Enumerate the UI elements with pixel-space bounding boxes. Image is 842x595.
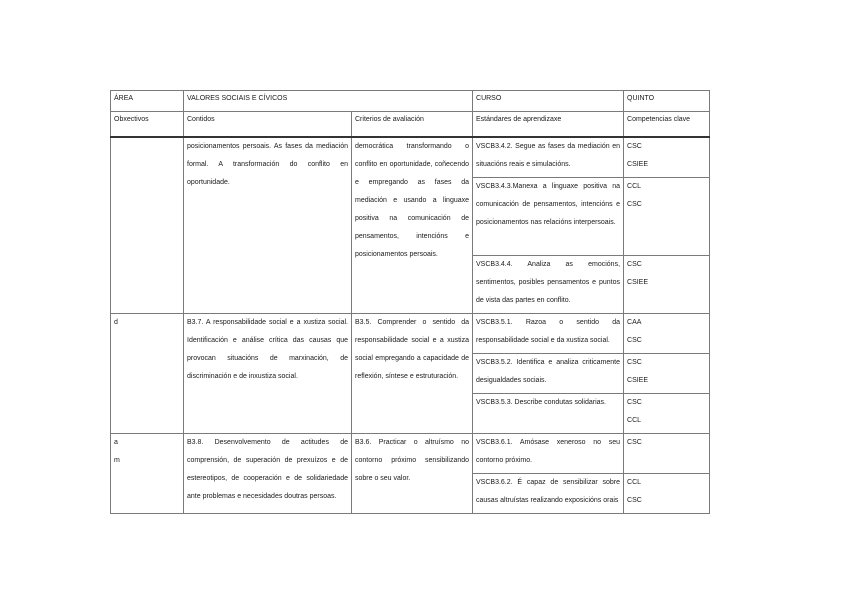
curso-label: CURSO — [473, 91, 624, 112]
curriculum-table — [110, 90, 710, 514]
criteria-cell: B3.5. Comprender o sentido da responsabilidade social e a xustiza social empregando a capacidade de reflexión, síntese e estruturación. — [352, 313, 473, 433]
competence-cell — [624, 177, 710, 255]
competence-code: CCL — [627, 478, 642, 486]
table-row — [111, 433, 710, 473]
table-row — [111, 313, 710, 353]
competence-code: CSC — [627, 143, 642, 150]
table-row — [111, 137, 710, 177]
objective-cell — [111, 433, 184, 513]
competence-cell — [624, 255, 710, 313]
col-contents: Contidos — [184, 112, 352, 138]
competence-code: CSC — [627, 200, 642, 208]
competence-code: CSIEE — [627, 278, 649, 286]
competence-cell — [624, 137, 710, 177]
objective-code: m — [114, 456, 120, 464]
competence-code: CSIEE — [627, 161, 649, 168]
competence-code: CSC — [627, 496, 642, 504]
standard-cell: VSCB3.4.3.Manexa a linguaxe positiva na comunicación de pensamentos, intencións e posicionamentos nas relacións interpersoais. — [473, 177, 624, 255]
standard-cell: VSCB3.4.2. Segue as fases da mediación en situacións reais e simulacións. — [473, 137, 624, 177]
col-criteria: Criterios de avaliación — [352, 112, 473, 138]
objective-code: a — [114, 438, 118, 446]
competence-code: CCL — [627, 416, 642, 424]
header-row — [111, 91, 710, 112]
competence-cell — [624, 393, 710, 433]
standard-cell: VSCB3.6.1. Amósase xeneroso no seu contorno próximo. — [473, 433, 624, 473]
area-value: VALORES SOCIAIS E CÍVICOS — [184, 91, 473, 112]
standard-cell: VSCB3.5.3. Describe condutas solidarias. — [473, 393, 624, 433]
competence-code: CSC — [627, 358, 642, 366]
standard-cell: VSCB3.5.1. Razoa o sentido da responsabilidade social e da xustiza social. — [473, 313, 624, 353]
criteria-cell: democrática transformando o conflito en oportunidade, coñecendo e empregando as fases da mediación e usando a linguaxe positiva na comunicación de pensamentos, intencións e posicionamentos persoais. — [352, 137, 473, 313]
competence-code: CSC — [627, 398, 642, 406]
curso-value: QUINTO — [624, 91, 710, 112]
standard-cell: VSCB3.6.2. É capaz de sensibilizar sobre causas altruístas realizando exposicións orais — [473, 473, 624, 513]
area-label: ÁREA — [111, 91, 184, 112]
competence-code: CSC — [627, 260, 642, 268]
competence-code: CSC — [627, 438, 642, 446]
col-standards: Estándares de aprendizaxe — [473, 112, 624, 138]
objective-cell — [111, 137, 184, 313]
content-cell: posicionamentos persoais. As fases da mediación formal. A transformación do conflito en oportunidade. — [184, 137, 352, 313]
col-objectives: Obxectivos — [111, 112, 184, 138]
competence-cell — [624, 433, 710, 473]
competence-code: CSIEE — [627, 376, 649, 384]
competence-cell — [624, 353, 710, 393]
competence-code: CSC — [627, 336, 642, 344]
standard-cell: VSCB3.5.2. Identifica e analiza criticamente desigualdades sociais. — [473, 353, 624, 393]
competence-cell — [624, 313, 710, 353]
col-competences: Competencias clave — [624, 112, 710, 138]
competence-code: CCL — [627, 182, 642, 190]
content-cell: B3.7. A responsabilidade social e a xustiza social. Identificación e análise crítica das causas que provocan situacións de marxinación, de discriminación e de inxustiza social. — [184, 313, 352, 433]
content-cell: B3.8. Desenvolvemento de actitudes de comprensión, de superación de prexuízos e de estereotipos, de cooperación e de solidariedade ante problemas e necesidades doutras persoas. — [184, 433, 352, 513]
column-header-row — [111, 112, 710, 138]
criteria-cell: B3.6. Practicar o altruísmo no contorno próximo sensibilizando sobre o seu valor. — [352, 433, 473, 513]
objective-cell: d — [111, 313, 184, 433]
competence-cell — [624, 473, 710, 513]
standard-cell: VSCB3.4.4. Analiza as emocións, sentimentos, posibles pensamentos e puntos de vista das partes en conflito. — [473, 255, 624, 313]
competence-code: CAA — [627, 318, 642, 326]
